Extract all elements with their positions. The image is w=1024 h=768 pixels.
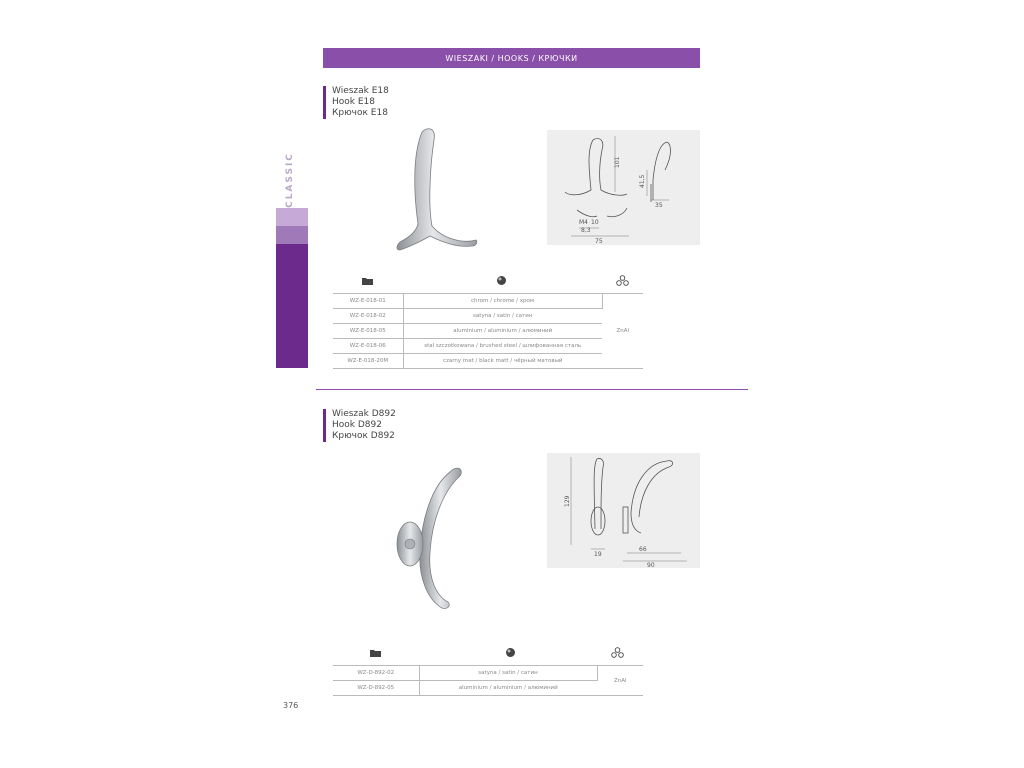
dim-depth: 41,5 bbox=[639, 174, 646, 188]
row-finish: czarny mat / black matt / чёрный матовый bbox=[403, 354, 602, 369]
page-number: 376 bbox=[283, 701, 299, 710]
finish-ball-icon bbox=[505, 647, 516, 658]
side-bar-light bbox=[276, 208, 308, 226]
row-code: WZ-E-018-02 bbox=[333, 309, 403, 324]
product-photo-d892 bbox=[384, 462, 464, 614]
section-divider bbox=[316, 389, 748, 390]
row-finish: satyna / satin / сатин bbox=[419, 666, 597, 681]
row-code: WZ-D-892-02 bbox=[333, 666, 419, 681]
folder-icon bbox=[361, 276, 374, 286]
title-pl: Wieszak E18 bbox=[332, 86, 389, 96]
technical-drawing-d892 bbox=[547, 453, 700, 568]
title-pl: Wieszak D892 bbox=[332, 409, 396, 419]
title-ru: Крючок D892 bbox=[332, 431, 395, 441]
dim-outer: 90 bbox=[647, 562, 655, 568]
row-code: WZ-D-892-05 bbox=[333, 681, 419, 696]
side-bar-mid bbox=[276, 226, 308, 244]
product-title-d892 bbox=[323, 409, 396, 442]
table-row bbox=[333, 324, 643, 339]
dim-base: 19 bbox=[594, 551, 602, 558]
material-molecule-icon bbox=[616, 275, 629, 286]
dim-height: 101 bbox=[614, 156, 621, 168]
table-row bbox=[333, 666, 643, 681]
category-label: CLASSIC bbox=[285, 152, 295, 208]
product-title-e18 bbox=[323, 86, 389, 119]
row-finish: chrom / chrome / хром bbox=[403, 294, 602, 309]
row-code: WZ-E-018-01 bbox=[333, 294, 403, 309]
technical-drawing-e18 bbox=[547, 130, 700, 245]
section-banner: WIESZAKI / HOOKS / КРЮЧКИ bbox=[323, 48, 700, 68]
row-finish: aluminium / aluminium / алюминий bbox=[403, 324, 602, 339]
table-row bbox=[333, 354, 643, 369]
title-en: Hook E18 bbox=[332, 97, 375, 107]
dim-screw-len: 10 bbox=[591, 219, 599, 226]
table-row bbox=[333, 309, 643, 324]
folder-icon bbox=[369, 648, 382, 658]
row-code: WZ-E-018-20M bbox=[333, 354, 403, 369]
row-finish: aluminium / aluminium / алюминий bbox=[419, 681, 597, 696]
row-code: WZ-E-018-05 bbox=[333, 324, 403, 339]
row-material: ZnAl bbox=[602, 294, 643, 369]
side-bar-dark bbox=[276, 244, 308, 368]
row-material: ZnAl bbox=[597, 666, 643, 696]
variant-table-d892 bbox=[333, 665, 643, 696]
dim-base: 35 bbox=[655, 202, 663, 209]
product-photo-e18 bbox=[392, 126, 484, 256]
row-code: WZ-E-018-06 bbox=[333, 339, 403, 354]
dim-hole: 8,3 bbox=[581, 227, 591, 234]
dim-inner: 66 bbox=[639, 546, 647, 553]
row-finish: satyna / satin / сатин bbox=[403, 309, 602, 324]
dim-width: 75 bbox=[595, 238, 603, 245]
title-ru: Крючок E18 bbox=[332, 108, 388, 118]
finish-ball-icon bbox=[496, 275, 507, 286]
dim-height: 129 bbox=[564, 495, 571, 507]
material-molecule-icon bbox=[611, 647, 624, 658]
title-en: Hook D892 bbox=[332, 420, 382, 430]
table-row bbox=[333, 294, 643, 309]
row-finish: stal szczotkowana / brushed steel / шлифованная сталь bbox=[403, 339, 602, 354]
table-row bbox=[333, 339, 643, 354]
variant-table-e18 bbox=[333, 293, 643, 369]
table-row bbox=[333, 681, 643, 696]
dim-screw: M4 bbox=[579, 219, 588, 226]
